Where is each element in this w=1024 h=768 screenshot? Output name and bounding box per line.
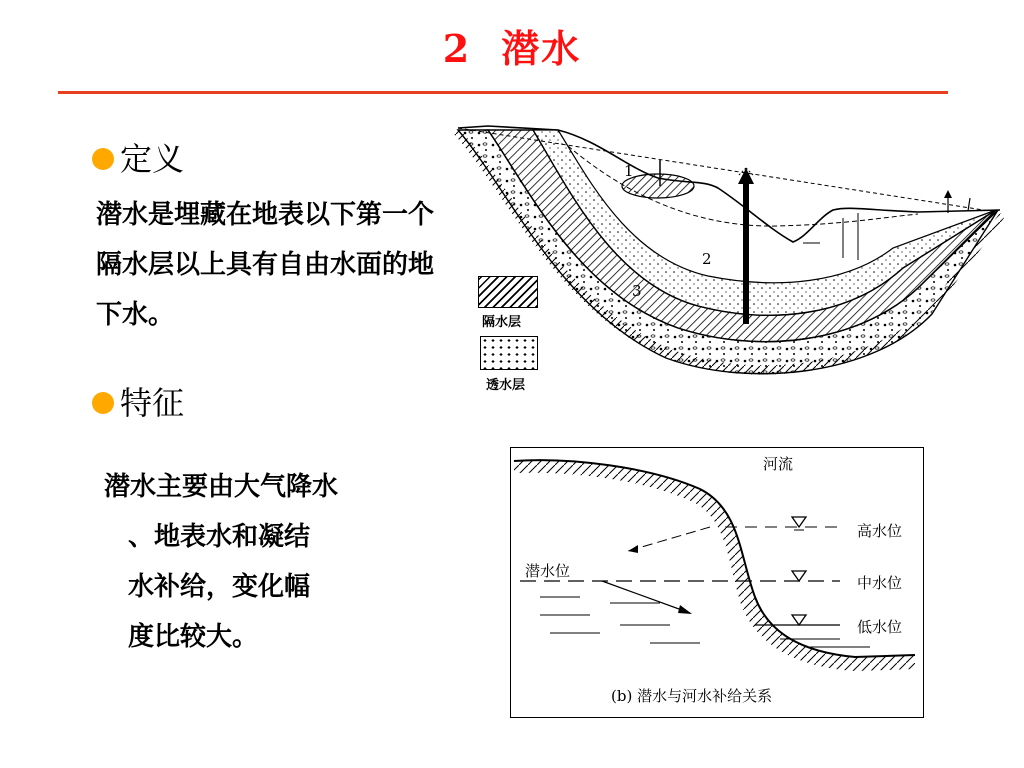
mid-level-label: 中水位 <box>857 574 903 592</box>
features-heading <box>92 378 184 424</box>
features-line: 度比较大。 <box>128 622 259 652</box>
title-divider <box>58 91 948 94</box>
high-level-label: 高水位 <box>857 522 903 540</box>
features-heading-text: 特征 <box>120 384 185 422</box>
definition-text: 潜水是埋藏在地表以下第一个隔水层以上具有自由水面的地下水。 <box>96 200 435 330</box>
legend-hatch-swatch <box>478 276 538 308</box>
slide-title <box>0 18 1024 73</box>
low-level-label: 低水位 <box>857 618 903 636</box>
bullet-dot-icon <box>92 392 114 414</box>
features-line: 水补给，变化幅 <box>128 572 311 602</box>
figure-caption: (b) 潜水与河水补给关系 <box>611 687 773 705</box>
features-text <box>104 462 424 662</box>
title-number: 2 <box>442 26 472 71</box>
definition-heading <box>92 134 184 180</box>
marker-3: 3 <box>632 282 642 300</box>
marker-2: 2 <box>702 250 712 268</box>
bullet-dot-icon <box>92 148 114 170</box>
marker-1: 1 <box>624 162 634 180</box>
title-text: 潜水 <box>501 26 582 71</box>
legend-aquiclude-label: 隔水层 <box>482 315 522 330</box>
legend-aquifer-label: 透水层 <box>486 378 526 393</box>
legend-dots-swatch <box>480 336 538 370</box>
river-label: 河流 <box>763 455 794 473</box>
features-line: 、地表水和凝结 <box>128 522 311 552</box>
definition-heading-text: 定义 <box>120 140 185 178</box>
river-recharge-diagram <box>510 447 924 718</box>
features-line: 潜水主要由大气降水 <box>104 472 339 502</box>
aquifer-cross-section-diagram <box>448 118 1008 408</box>
phreatic-level-label: 潜水位 <box>525 562 571 580</box>
